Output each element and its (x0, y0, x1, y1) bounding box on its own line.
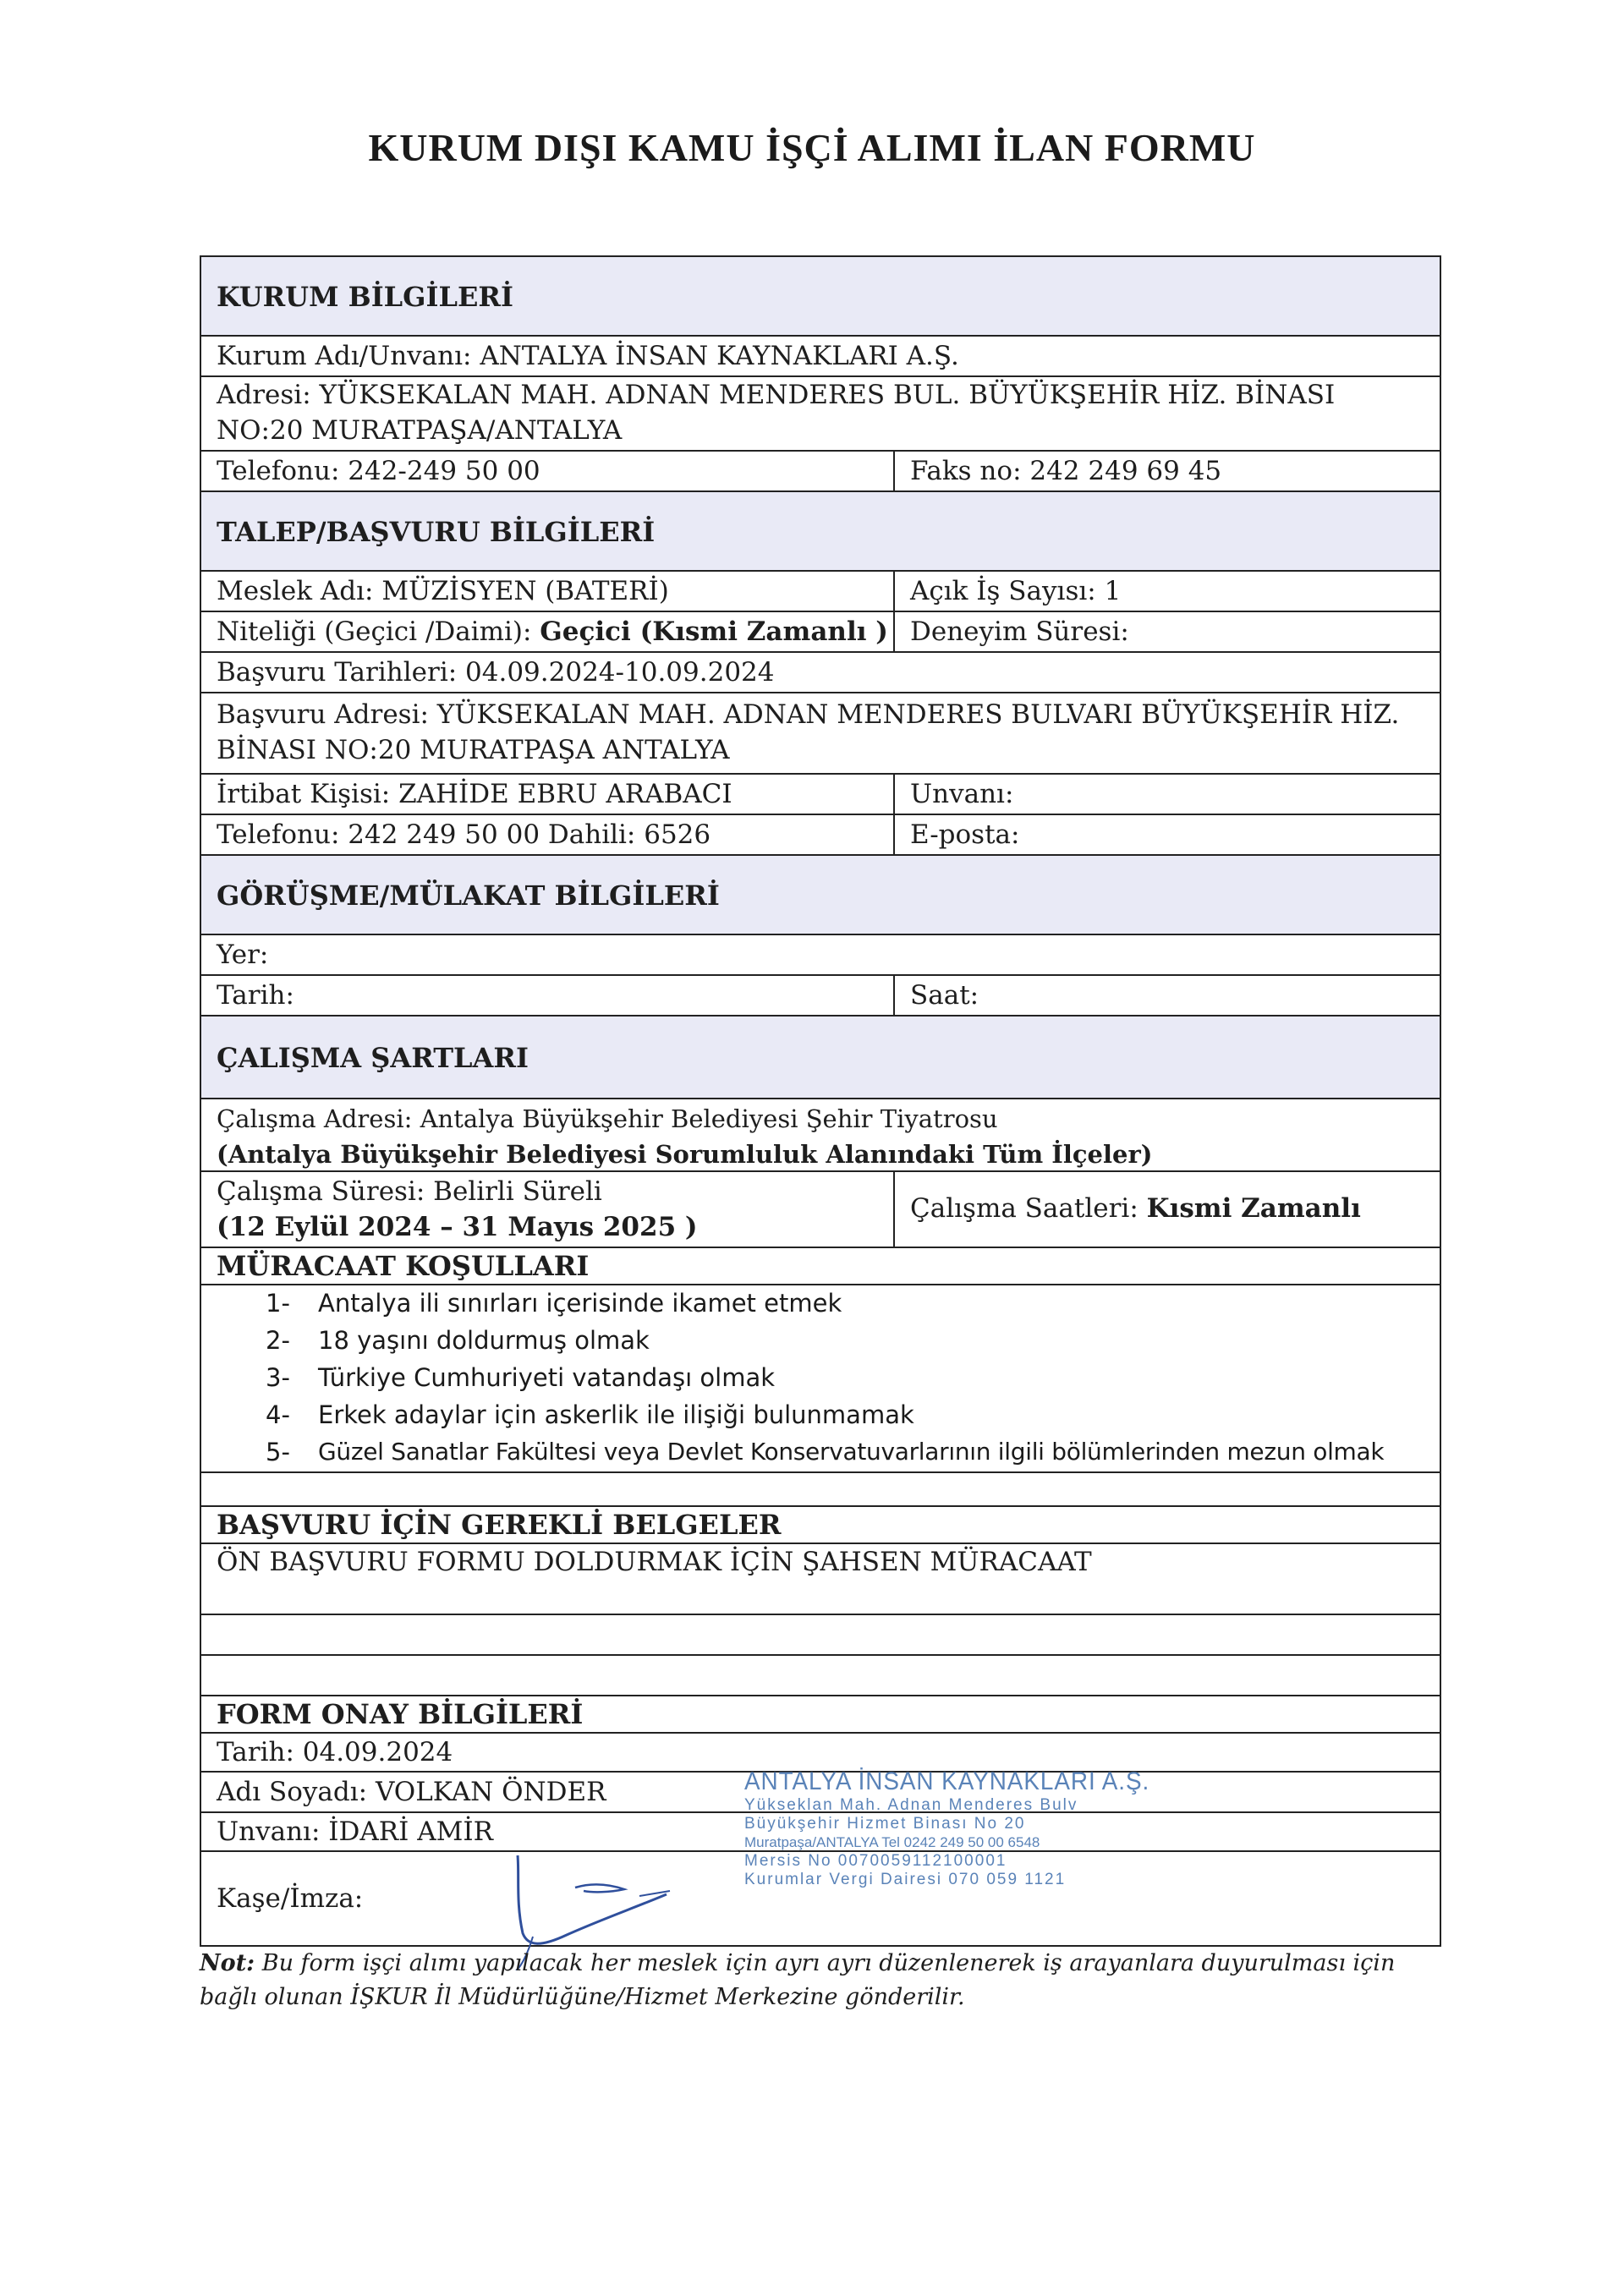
footnote-label: Not: (200, 1950, 255, 1976)
basvuru-tarihleri: Başvuru Tarihleri: 04.09.2024-10.09.2024 (217, 657, 775, 688)
calisma-sure-line1: Çalışma Süresi: Belirli Süreli (217, 1176, 602, 1207)
calisma-sure-line2: (12 Eylül 2024 – 31 Mayıs 2025 ) (217, 1212, 698, 1242)
section-heading: FORM ONAY BİLGİLERİ (217, 1698, 584, 1730)
condition-number: 5- (266, 1438, 290, 1466)
gorusme-yer: Yer: (217, 940, 269, 970)
condition-text: 18 yaşını doldurmuş olmak (318, 1326, 650, 1355)
kurum-address-line2: NO:20 MURATPAŞA/ANTALYA (217, 415, 623, 446)
irtibat-row (201, 775, 1440, 815)
condition-text: Antalya ili sınırları içerisinde ikamet etmek (318, 1289, 842, 1318)
company-stamp (744, 1767, 1150, 1920)
calisma-suresi (201, 1172, 893, 1247)
kurum-address (201, 377, 1440, 450)
section-gorusme-header (201, 856, 1440, 935)
stamp-line: Yükseklan Mah. Adnan Menderes Bulv (744, 1796, 1078, 1814)
nitelik-label: Niteliği (Geçici /Daimi): (217, 616, 540, 647)
empty-row (201, 1473, 1440, 1507)
section-heading: GÖRÜŞME/MÜLAKAT BİLGİLERİ (217, 879, 720, 912)
muracaat-list (201, 1285, 1440, 1473)
section-talep-header (201, 492, 1440, 572)
gorusme-tarih: Tarih: (217, 980, 294, 1011)
section-belgeler-header (201, 1507, 1440, 1544)
section-calisma-header (201, 1016, 1440, 1099)
conditions-container (201, 1285, 1440, 1471)
condition-number: 2- (266, 1326, 290, 1355)
stamp-line: Büyükşehir Hizmet Binası No 20 (744, 1815, 1026, 1833)
calisma-saatleri-value: Kısmi Zamanlı (1146, 1193, 1361, 1224)
onay-tarih: Tarih: 04.09.2024 (217, 1737, 453, 1767)
stamp-line: Muratpaşa/ANTALYA Tel 0242 249 50 00 6548 (744, 1834, 1040, 1850)
condition-text: Erkek adaylar için askerlik ile ilişiği bulunmamak (318, 1400, 914, 1429)
footnote-text: Bu form işçi alımı yapılacak her meslek için ayrı ayrı düzenlenerek iş arayanlara duyurulması için bağlı olunan İŞKUR İl Müdürlüğüne/Hizmet Merkezine gönderilir. (200, 1950, 1396, 2010)
kurum-name: Kurum Adı/Unvanı: ANTALYA İNSAN KAYNAKLARI A.Ş. (217, 341, 959, 371)
deneyim-suresi: Deneyim Süresi: (893, 612, 1440, 651)
basvuru-adres-line2: BİNASI NO:20 MURATPAŞA ANTALYA (217, 735, 730, 765)
nitelik (201, 612, 893, 651)
belgeler-text-row (201, 1544, 1440, 1615)
meslek-row (201, 572, 1440, 612)
acik-is-sayisi: Açık İş Sayısı: 1 (893, 572, 1440, 611)
section-heading: MÜRACAAT KOŞULLARI (217, 1250, 590, 1282)
gorusme-saat: Saat: (893, 976, 1440, 1015)
calisma-saatleri (893, 1172, 1440, 1247)
stamp-line: ANTALYA İNSAN KAYNAKLARI A.Ş. (744, 1767, 1150, 1795)
condition-text: Güzel Sanatlar Fakültesi veya Devlet Konservatuvarlarının ilgili bölümlerinden mezun olmak (318, 1438, 1385, 1466)
condition-text: Türkiye Cumhuriyeti vatandaşı olmak (318, 1363, 776, 1392)
kurum-name-row (201, 337, 1440, 377)
announcement-form (200, 255, 1441, 1947)
condition-number: 4- (266, 1400, 290, 1429)
nitelik-row (201, 612, 1440, 653)
kurum-address-line1: Adresi: YÜKSEKALAN MAH. ADNAN MENDERES BUL. BÜYÜKŞEHİR HİZ. BİNASI (217, 380, 1336, 410)
section-onay-header (201, 1696, 1440, 1734)
footnote (200, 1947, 1451, 2014)
irtibat-kisisi: İrtibat Kişisi: ZAHİDE EBRU ARABACI (217, 779, 732, 809)
meslek-adi: Meslek Adı: MÜZİSYEN (BATERİ) (217, 576, 669, 606)
kurum-address-row (201, 377, 1440, 452)
condition-number: 1- (266, 1289, 290, 1318)
empty-row (201, 1615, 1440, 1656)
onay-unvan: Unvanı: İDARİ AMİR (217, 1817, 493, 1847)
section-kurum-header (201, 257, 1440, 337)
talep-phone: Telefonu: 242 249 50 00 Dahili: 6526 (217, 819, 711, 850)
basvuru-adresi (201, 693, 1440, 773)
tarih-saat-row (201, 976, 1440, 1016)
calisma-sure-row (201, 1172, 1440, 1248)
section-muracaat-header (201, 1248, 1440, 1285)
condition-number: 3- (266, 1363, 290, 1392)
basvuru-adres-line1: Başvuru Adresi: YÜKSEKALAN MAH. ADNAN MENDERES BULVARI BÜYÜKŞEHİR HİZ. (217, 699, 1400, 730)
form-title: KURUM DIŞI KAMU İŞÇİ ALIMI İLAN FORMU (368, 126, 1256, 169)
calisma-adres-line2: (Antalya Büyükşehir Belediyesi Sorumluluk Alanındaki Tüm İlçeler) (217, 1140, 1153, 1169)
section-heading: TALEP/BAŞVURU BİLGİLERİ (217, 516, 656, 548)
kurum-fax: Faks no: 242 249 69 45 (893, 452, 1440, 490)
section-heading: KURUM BİLGİLERİ (217, 281, 513, 313)
stamp-line: Kurumlar Vergi Dairesi 070 059 1121 (744, 1871, 1067, 1888)
talep-phone-row (201, 815, 1440, 856)
irtibat-unvan: Unvanı: (893, 775, 1440, 814)
belgeler-text: ÖN BAŞVURU FORMU DOLDURMAK İÇİN ŞAHSEN MÜRACAAT (217, 1547, 1092, 1577)
stamp-line: Mersis No 0070059112100001 (744, 1852, 1007, 1870)
onay-adi-soyadi: Adı Soyadı: VOLKAN ÖNDER (217, 1777, 606, 1807)
basvuru-adres-row (201, 693, 1440, 775)
basvuru-tarih-row (201, 653, 1440, 693)
yer-row (201, 935, 1440, 976)
onay-kase-imza: Kaşe/İmza: (217, 1883, 364, 1914)
calisma-saatleri-label: Çalışma Saatleri: (910, 1193, 1147, 1224)
calisma-adres-line1: Çalışma Adresi: Antalya Büyükşehir Belediyesi Şehir Tiyatrosu (217, 1104, 998, 1133)
calisma-adres-row (201, 1099, 1440, 1172)
kurum-phone-row (201, 452, 1440, 492)
section-heading: ÇALIŞMA ŞARTLARI (217, 1042, 529, 1074)
section-heading: BAŞVURU İÇİN GEREKLİ BELGELER (217, 1509, 782, 1541)
talep-email: E-posta: (893, 815, 1440, 854)
kurum-phone: Telefonu: 242-249 50 00 (217, 456, 540, 486)
calisma-adresi (201, 1099, 1440, 1170)
empty-row (201, 1656, 1440, 1696)
nitelik-value: Geçici (Kısmi Zamanlı ) (540, 616, 888, 647)
